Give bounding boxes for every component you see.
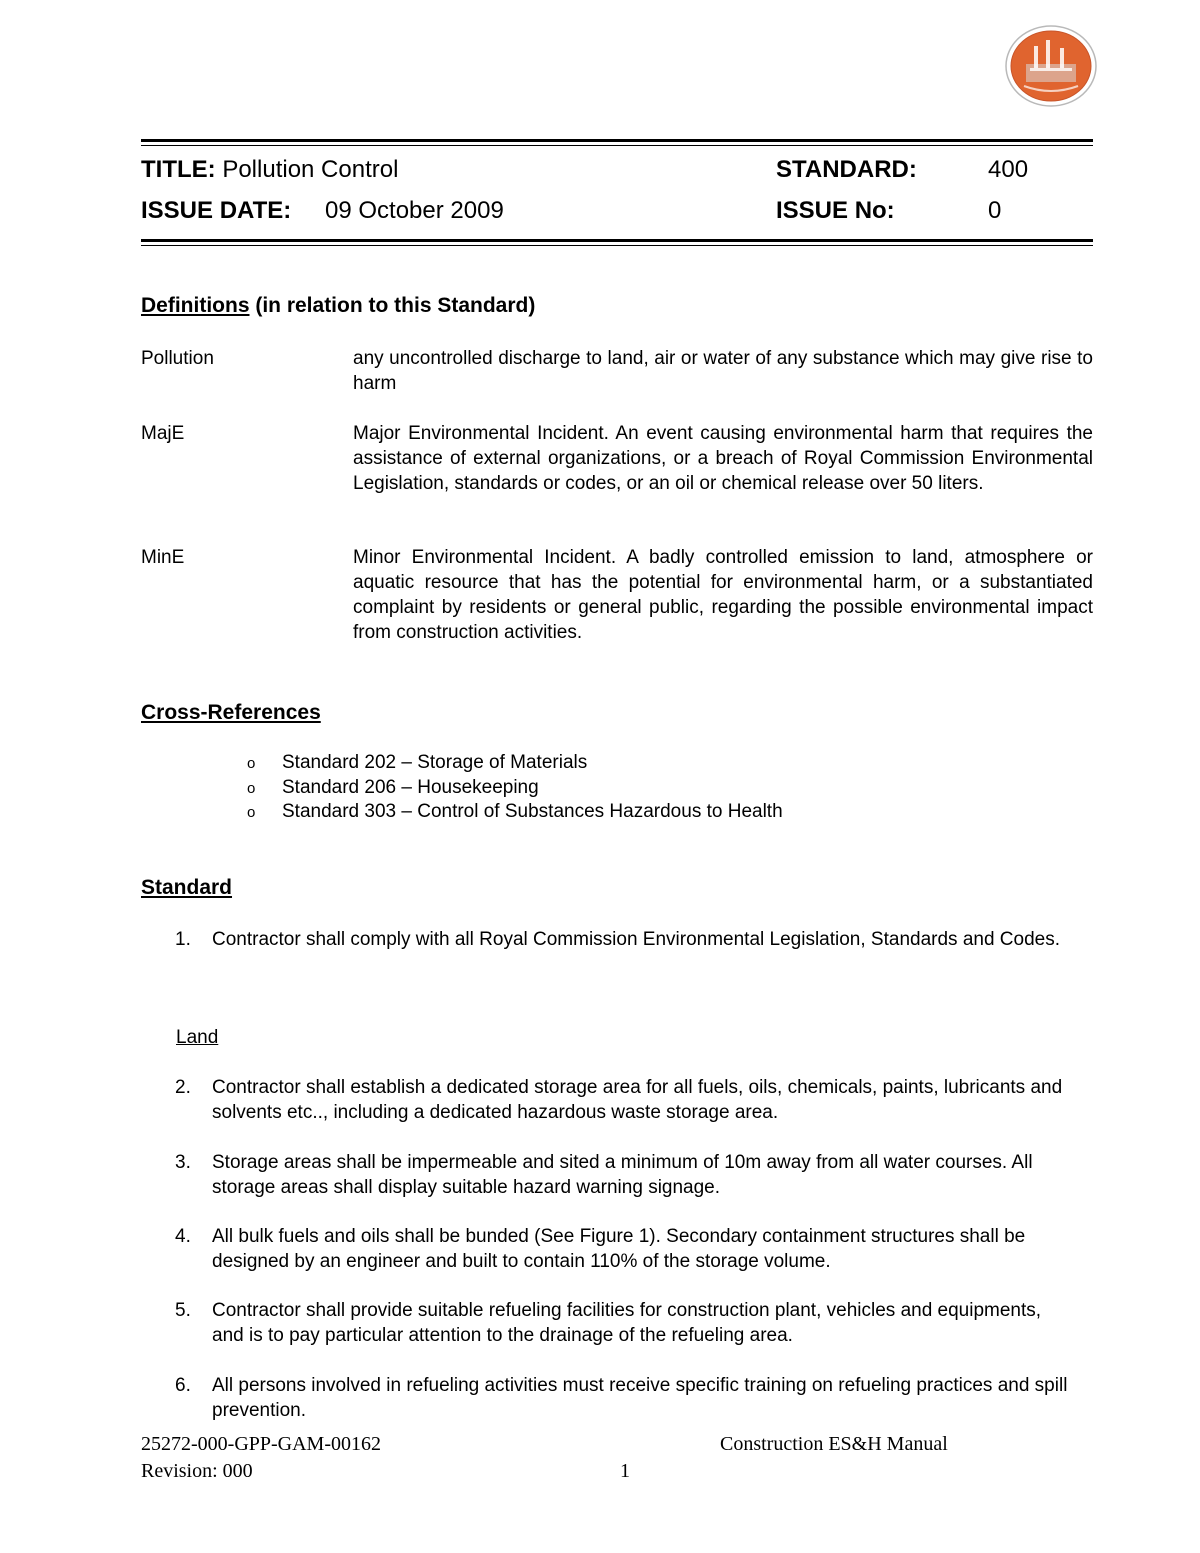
definition-text: any uncontrolled discharge to land, air or water of any substance which may give rise to harm <box>353 348 1093 394</box>
title-label: TITLE: <box>141 156 216 183</box>
header-top-rule <box>141 139 1093 146</box>
item-number: 4. <box>175 1226 191 1247</box>
item-number: 2. <box>175 1077 191 1098</box>
definition-term: MinE <box>141 547 185 568</box>
cross-references-heading: Cross-References <box>141 701 321 724</box>
issue-date-value: 09 October 2009 <box>325 197 504 224</box>
footer-page-number: 1 <box>620 1460 630 1482</box>
definition-term: Pollution <box>141 348 214 369</box>
item-number: 6. <box>175 1375 191 1396</box>
definitions-heading: Definitions (in relation to this Standard) <box>141 294 536 317</box>
bullet-icon: o <box>247 755 256 772</box>
issue-no-label: ISSUE No: <box>776 197 895 224</box>
footer-doc-number: 25272-000-GPP-GAM-00162 <box>141 1433 381 1455</box>
standard-heading: Standard <box>141 876 233 899</box>
standard-item <box>175 1150 1075 1200</box>
item-text: Contractor shall comply with all Royal Commission Environmental Legislation, Standards and Codes. <box>212 929 1061 950</box>
item-number: 1. <box>175 929 191 950</box>
organization-seal-logo-icon <box>1004 24 1098 108</box>
item-text: All persons involved in refueling activities must receive specific training on refueling practices and spill prevention. <box>212 1375 1068 1421</box>
item-text: Storage areas shall be impermeable and sited a minimum of 10m away from all water courses. All storage areas shall display suitable hazard warning signage. <box>212 1152 1033 1198</box>
item-text: Contractor shall provide suitable refueling facilities for construction plant, vehicles and equipments, and is to pay particular attention to the drainage of the refueling area. <box>212 1300 1042 1346</box>
item-text: All bulk fuels and oils shall be bunded (See Figure 1). Secondary containment structures shall be designed by an engineer and built to contain 110% of the storage volume. <box>212 1226 1026 1272</box>
standard-value: 400 <box>988 156 1029 183</box>
header-bottom-rule <box>141 239 1093 246</box>
footer-manual-title: Construction ES&H Manual <box>720 1433 948 1455</box>
bullet-icon: o <box>247 780 256 797</box>
standard-item <box>175 1224 1075 1274</box>
land-subheading: Land <box>176 1027 219 1048</box>
bullet-icon: o <box>247 804 256 821</box>
item-number: 5. <box>175 1300 191 1321</box>
standard-label: STANDARD: <box>776 156 917 183</box>
cross-reference-item: o Standard 303 – Control of Substances Hazardous to Health <box>247 799 783 825</box>
standard-item <box>175 1075 1075 1125</box>
cross-reference-item: o Standard 206 – Housekeeping <box>247 775 539 801</box>
standard-item <box>175 1298 1075 1348</box>
title-field <box>141 156 398 184</box>
standard-item <box>175 927 1075 952</box>
definition-text: Major Environmental Incident. An event causing environmental harm that requires the assistance of external organizations, or a breach of Royal Commission Environmental Legislation, standards or codes, or an oil or chemical release over 50 liters. <box>353 423 1093 494</box>
item-text: Contractor shall establish a dedicated storage area for all fuels, oils, chemicals, paints, lubricants and solvents etc.., including a dedicated hazardous waste storage area. <box>212 1077 1063 1123</box>
title-value: Pollution Control <box>222 156 399 183</box>
definition-text: Minor Environmental Incident. A badly controlled emission to land, atmosphere or aquatic resource that has the potential for environmental harm, or a substantiated complaint by residents or general public, regarding the possible environmental impact from construction activities. <box>353 547 1093 643</box>
footer-revision: Revision: 000 <box>141 1460 253 1482</box>
cross-reference-item: o Standard 202 – Storage of Materials <box>247 750 587 776</box>
definition-term: MajE <box>141 423 185 444</box>
issue-date-label: ISSUE DATE: <box>141 197 292 224</box>
standard-item <box>175 1373 1075 1423</box>
item-number: 3. <box>175 1152 191 1173</box>
issue-no-value: 0 <box>988 197 1002 224</box>
